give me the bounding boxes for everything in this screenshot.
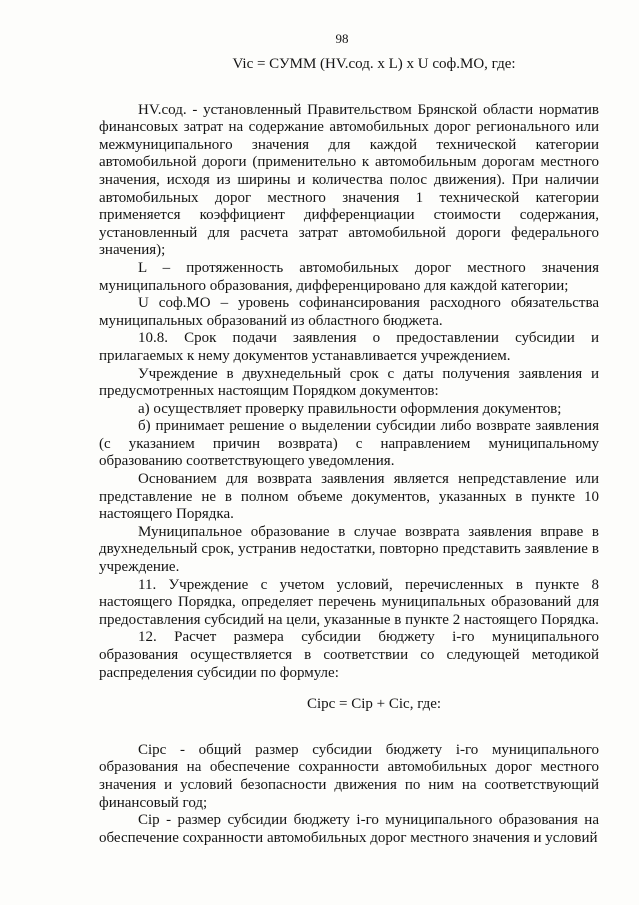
paragraph-l-definition: L – протяженность автомобильных дорог местного значения муниципального образования, дифференцировано для каждой категории; (99, 259, 599, 294)
page-number: 98 (335, 31, 349, 46)
paragraph-cip-definition: Cip - размер субсидии бюджету i-го муниципального образования на обеспечение сохранности автомобильных дорог местного значения и условий (99, 812, 599, 846)
paragraph-12: 12. Расчет размера субсидии бюджету i-го муниципального образования осуществляется в соответствии со следующей методикой распределения субсидии по формуле: (99, 629, 599, 681)
list-item-a: а) осуществляет проверку правильности оформления документов; (138, 400, 562, 417)
paragraph-resubmit: Муниципальное образование в случае возврата заявления вправе в двухнедельный срок, устранив недостатки, повторно представить заявление в учреждение. (99, 523, 599, 576)
paragraph-cipc-definition: Cipc - общий размер субсидии бюджету i-го муниципального образования на обеспечение сохранности автомобильных дорог местного значения и условий безопасности движения по ним на соответствующий финансовый год; (99, 741, 599, 811)
formula-cipc: Cipc = Cip + Cic, где: (306, 696, 442, 713)
paragraph-10-8: 10.8. Срок подачи заявления о предоставлении субсидии и прилагаемых к нему документов устанавливается учреждением. (99, 330, 599, 364)
paragraph-two-week-term: Учреждение в двухнедельный срок с даты получения заявления и предусмотренных настоящим Порядком документов: (99, 365, 599, 400)
formula-vic: Vic = СУММ (HV.сод. x L) x U соф.МО, где: (232, 56, 516, 72)
paragraph-11: 11. Учреждение с учетом условий, перечисленных в пункте 8 настоящего Порядка, определяет перечень муниципальных образований для предоставления субсидий на цели, указанные в пункте 2 настоящего Порядка. (99, 576, 599, 628)
list-item-b: б) принимает решение о выделении субсидии либо возврате заявления (с указанием причин возврата) с направлением муниципальному образованию соответствующего уведомления. (99, 418, 599, 470)
paragraph-return-grounds: Основанием для возврата заявления является непредставление или представление не в полном объеме документов, указанных в пункте 10 настоящего Порядка. (99, 471, 599, 523)
document-body (99, 56, 599, 847)
paragraph-u-definition: U соф.МО – уровень софинансирования расходного обязательства муниципальных образований из областного бюджета. (99, 295, 599, 329)
paragraph-hv-definition: HV.сод. - установленный Правительством Брянской области норматив финансовых затрат на содержание автомобильных дорог регионального или межмуниципального значения для каждой технической категории автомобильной дороги (применительно к автомобильным дорогам местного значения, исходя из ширины и количества полос движения). При наличии автомобильных дорог местного значения 1 технической категории применяется коэффициент дифференциации стоимости содержания, установленный для расчета затрат автомобильной дороги федерального значения); (99, 101, 599, 259)
